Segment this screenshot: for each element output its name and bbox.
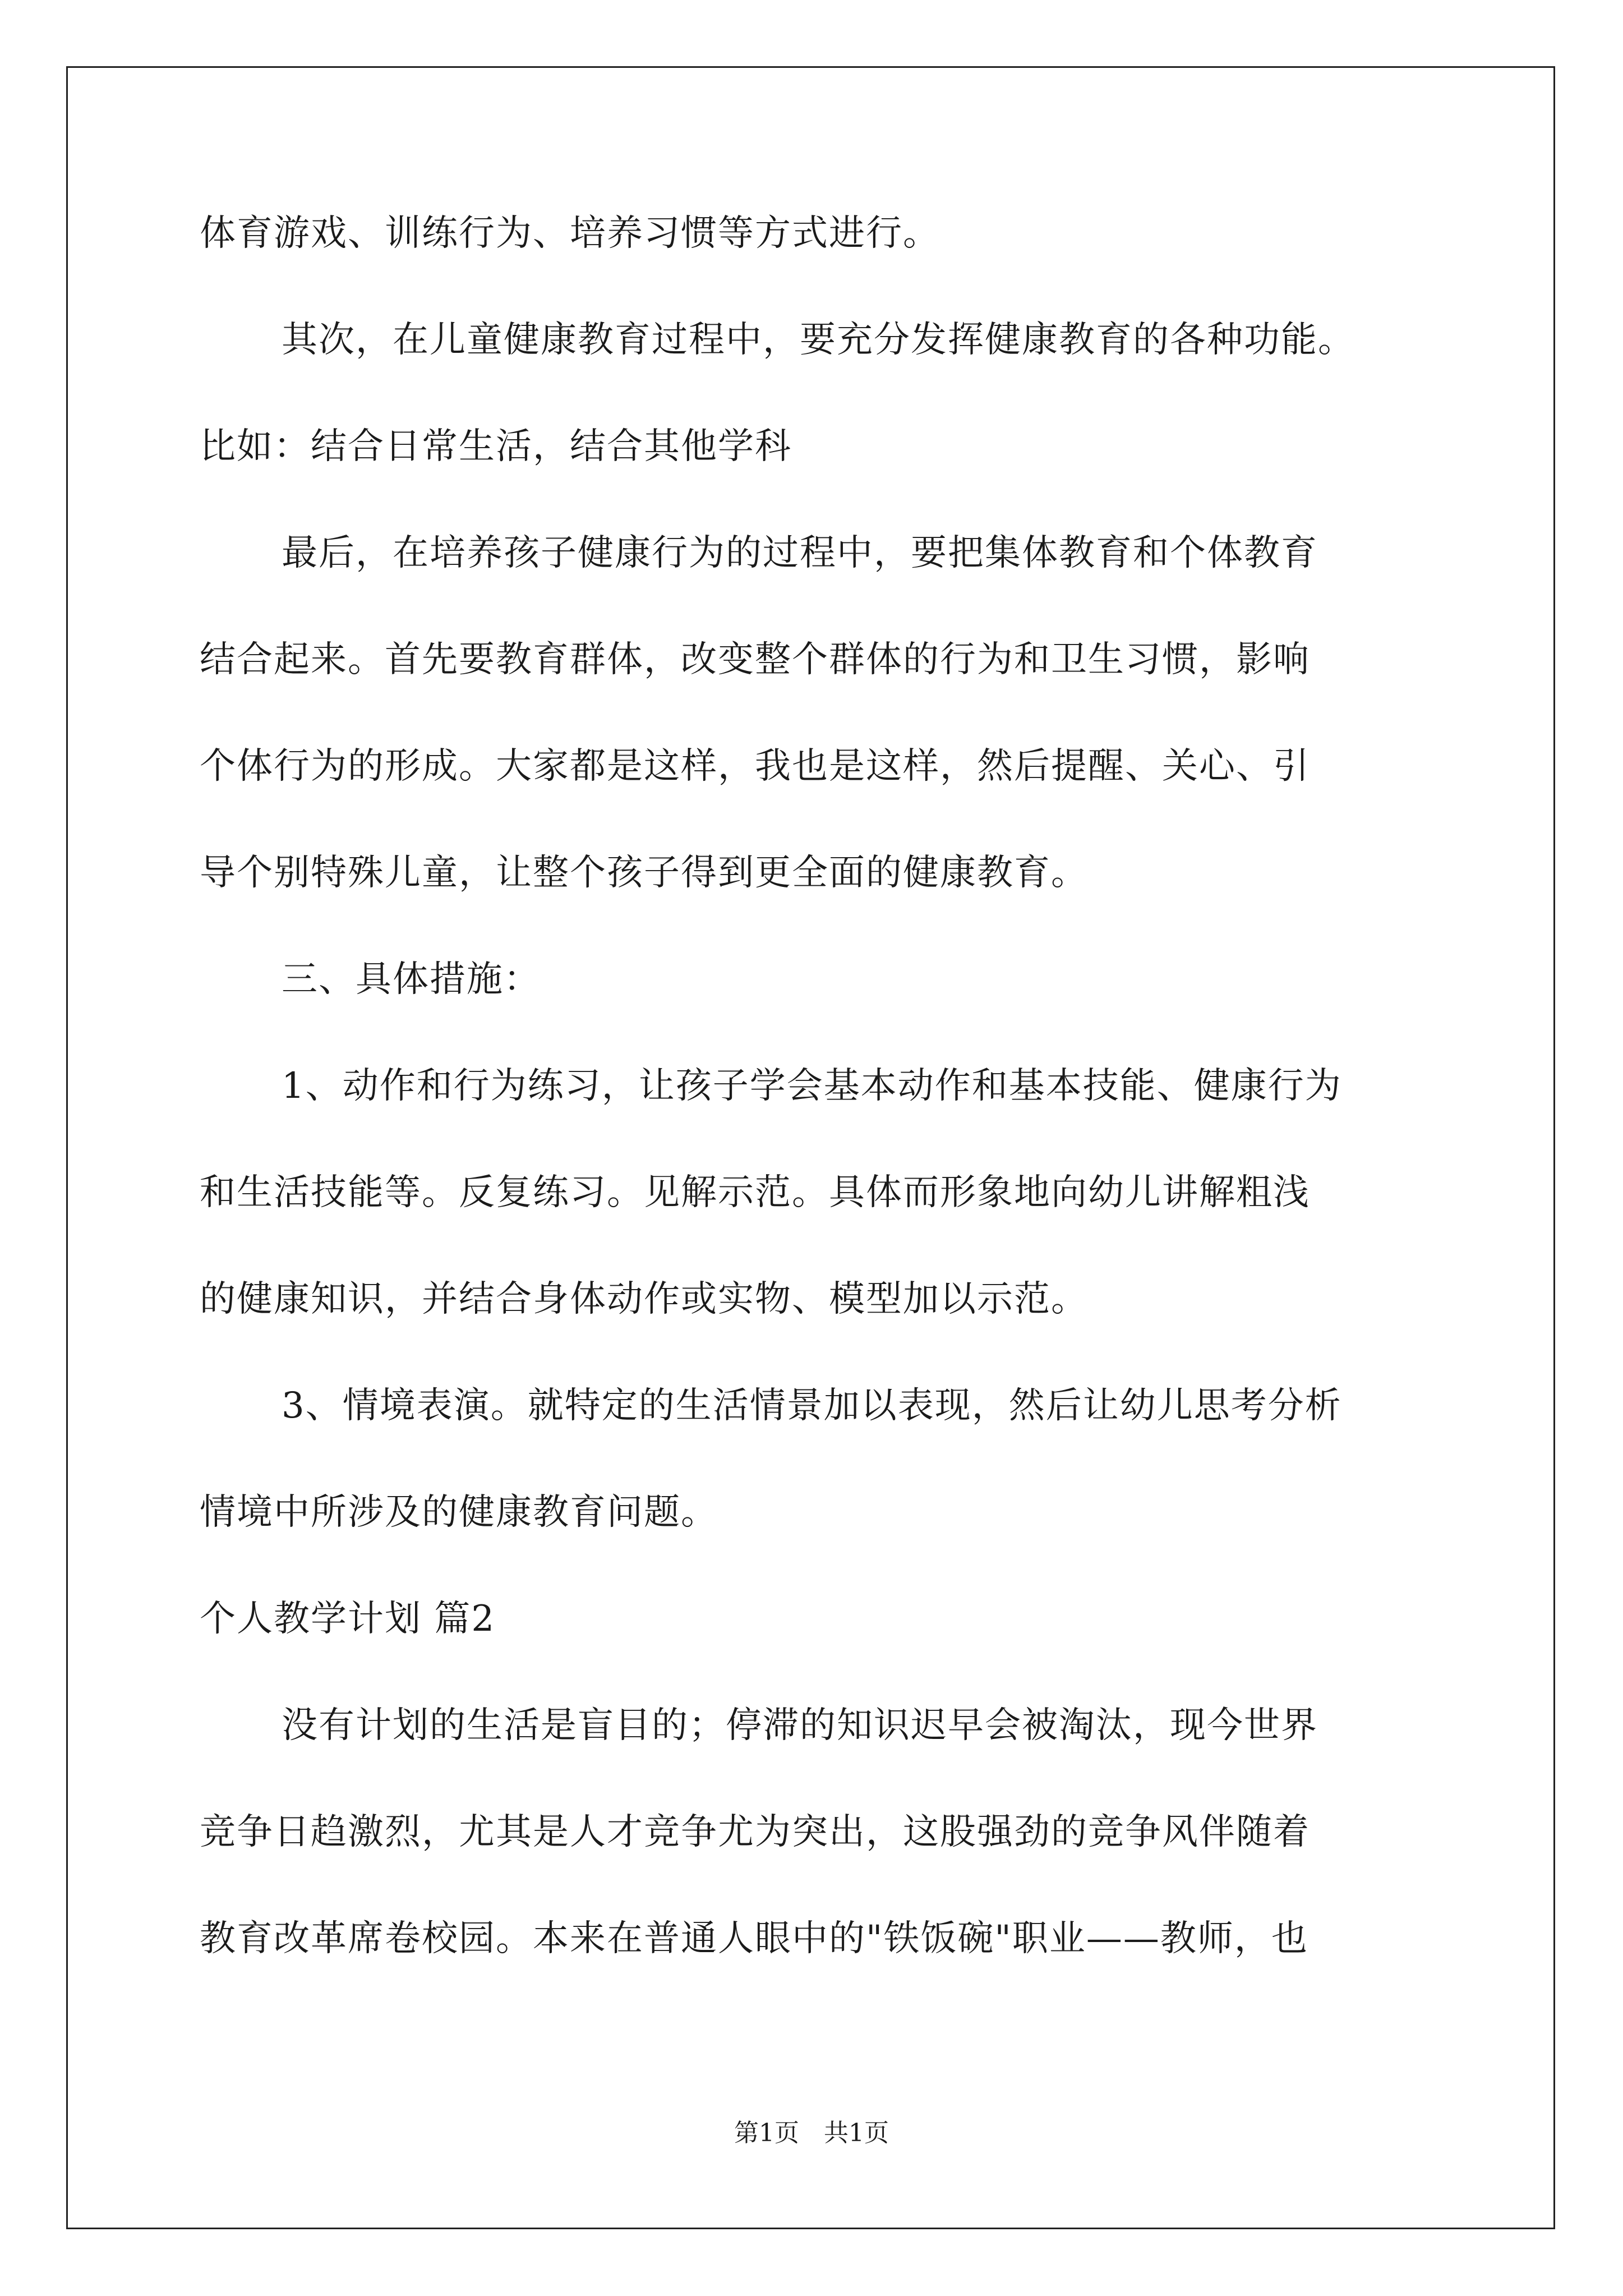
section-heading: 三、具体措施： bbox=[282, 959, 541, 1000]
text-line: 和生活技能等。反复练习。见解示范。具体而形象地向幼儿讲解粗浅 bbox=[200, 1172, 1310, 1213]
text-line: 结合起来。首先要教育群体，改变整个群体的行为和卫生习惯，影响 bbox=[200, 639, 1310, 680]
text-line: 竞争日趋激烈，尤其是人才竞争尤为突出，这股强劲的竞争风伴随着 bbox=[200, 1811, 1310, 1853]
page-number: 第1页 共1页 bbox=[734, 2119, 889, 2147]
page-border bbox=[66, 66, 1555, 2229]
text-line: 没有计划的生活是盲目的；停滞的知识迟早会被淘汰，现今世界 bbox=[282, 1705, 1318, 1746]
text-line: 教育改革席卷校园。本来在普通人眼中的"铁饭碗"职业——教师，也 bbox=[200, 1918, 1308, 1959]
text-line: 导个别特殊儿童，让整个孩子得到更全面的健康教育。 bbox=[200, 852, 1088, 894]
text-line: 体育游戏、训练行为、培养习惯等方式进行。 bbox=[200, 213, 940, 254]
text-line: 的健康知识，并结合身体动作或实物、模型加以示范。 bbox=[200, 1278, 1088, 1320]
text-line: 1、动作和行为练习，让孩子学会基本动作和基本技能、健康行为 bbox=[282, 1065, 1342, 1107]
text-line: 最后，在培养孩子健康行为的过程中，要把集体教育和个体教育 bbox=[282, 532, 1318, 574]
text-line: 个体行为的形成。大家都是这样，我也是这样，然后提醒、关心、引 bbox=[200, 746, 1310, 787]
text-line: 比如：结合日常生活，结合其他学科 bbox=[200, 426, 792, 467]
text-line: 情境中所涉及的健康教育问题。 bbox=[200, 1492, 718, 1533]
text-line: 3、情境表演。就特定的生活情景加以表现，然后让幼儿思考分析 bbox=[282, 1385, 1342, 1427]
text-line: 其次，在儿童健康教育过程中，要充分发挥健康教育的各种功能。 bbox=[282, 319, 1355, 361]
article-title: 个人教学计划 篇2 bbox=[200, 1598, 496, 1640]
